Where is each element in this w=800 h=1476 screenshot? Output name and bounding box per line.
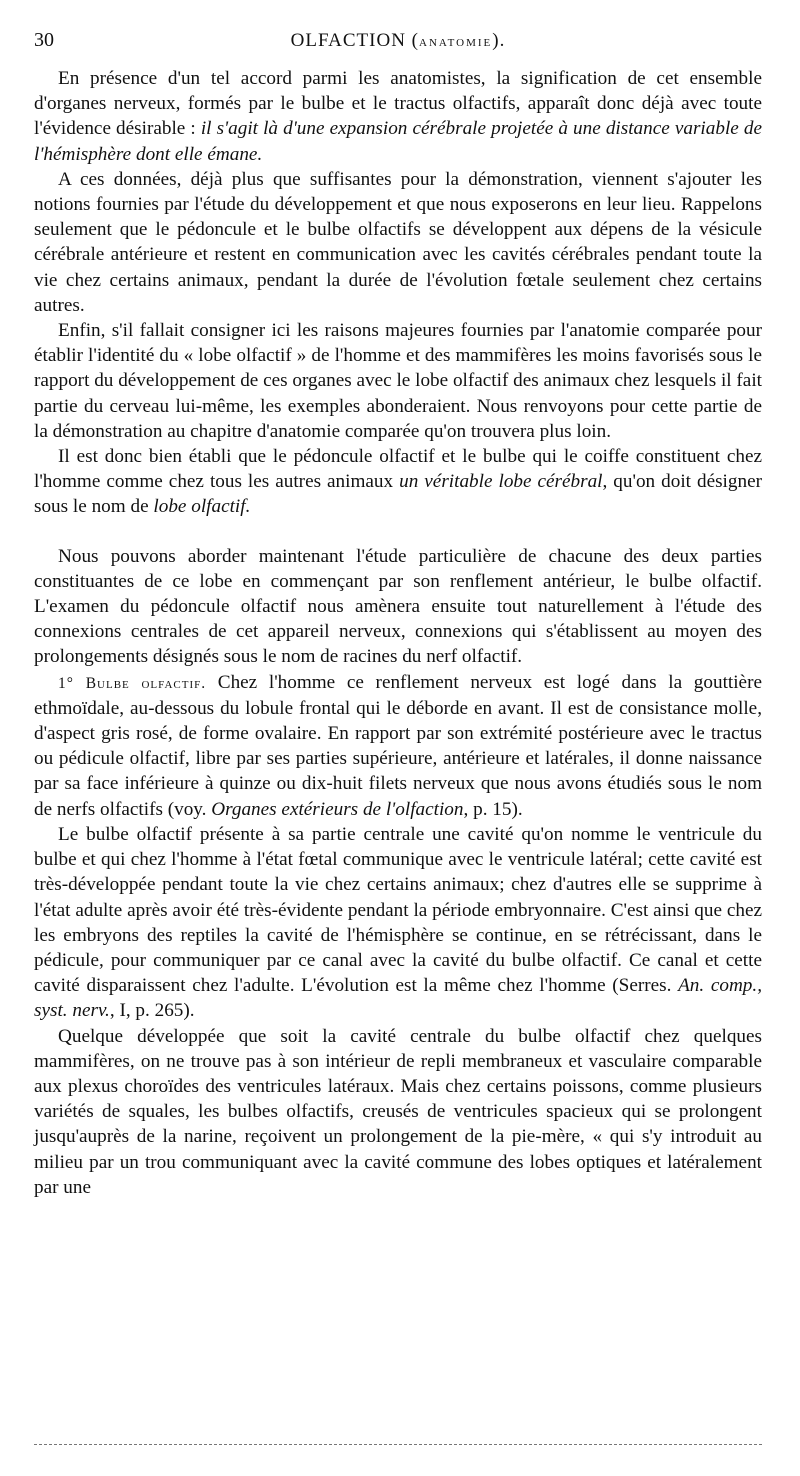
paragraph-4 [34,444,762,520]
paragraph-6-italic: Organes extérieurs de l'olfaction [211,798,464,820]
paragraph-7-text-b: , I, p. 265). [109,1000,195,1022]
paragraph-8: Quelque développée que soit la cavité centrale du bulbe olfactif chez quelques mammifères, on ne trouve pas à son intérieur de repli membraneux et vasculaire comparable aux plexus choroïdes des ventricules latéraux. Mais chez certains poissons, comme plusieurs variétés de squales, les bulbes olfactifs, creusés de ventricules spacieux qui se prolongent jusqu'auprès de la narine, reçoivent un prolongement de la pie-mère, « qui s'y introduit au milieu par un trou communiquant avec la cavité commune des lobes optiques et latéralement par une [34,1025,762,1198]
running-title-sub: ANATOMIE [419,37,493,49]
paragraph-3: Enfin, s'il fallait consigner ici les raisons majeures fournies par l'anatomie comparée pour établir l'identité du « lobe olfactif » de l'homme et des mammifères les moins favorisés sous le rapport du développement de ces organes avec le lobe olfactif des animaux chez lesquels il fait partie du cerveau lui-même, les exemples abonderaient. Nous renvoyons pour cette partie de la démonstration au chapitre d'anatomie comparée qu'on trouvera plus loin. [34,320,762,442]
paragraph-7-italic: An. comp., syst. nerv. [34,975,762,1022]
footer-rule [34,1444,762,1445]
paragraph-4-italic-b: lobe olfactif. [153,496,251,518]
paragraph-4-text-a: Il est donc bien établi que le pédoncule olfactif et le bulbe qui le coiffe constituent chez l'homme comme chez tous les autres animaux [34,446,762,493]
paragraph-7-text-a: Le bulbe olfactif présente à sa partie centrale une cavité qu'on nomme le ventricule du bulbe et qui chez l'homme à l'état fœtal communique avec le ventricule latéral; cette cavité est très-développée pendant toute la vie chez certains animaux; chez d'autres elle se supprime à l'état adulte après avoir été très-évidente pendant la période embryonnaire. C'est ainsi que chez les embryons des reptiles la cavité de l'hémisphère se continue, en se rétrécissant, dans le pédicule, pour communiquer par ce canal avec la cavité du bulbe olfactif. Ce canal et cette cavité disparaissent chez l'adulte. L'évolution est la même chez l'homme (Serres. [34,823,762,997]
paragraph-6-text-a: Chez l'homme ce renflement nerveux est logé dans la gouttière ethmoïdale, au-dessous du lobule frontal qui le déborde en avant. Il est de consistance molle, d'aspect gris rosé, de forme ovalaire. En rapport par son extrémité postérieure avec le tractus ou pédicule olfactif, libre par ses parties supérieure, antérieure et latérales, il donne naissance par sa face inférieure à quinze ou dix-huit filets nerveux que nous avons étudiés sous le nom de nerfs olfactifs (voy. [34,671,762,820]
paragraph-5: Nous pouvons aborder maintenant l'étude particulière de chacune des deux parties constituantes de ce lobe en commençant par son renflement antérieur, le bulbe olfactif. L'examen du pédoncule olfactif nous amènera ensuite tout naturellement à l'étude des connexions centrales de cet appareil nerveux, connexions qui s'établissent au moyen des prolongements désignés sous le nom de racines du nerf olfactif. [34,545,762,668]
paragraph-4-text-b: , qu'on doit désigner sous le nom de [34,471,762,518]
running-title-main: OLFACTION ( [290,30,419,51]
paragraph-2: A ces données, déjà plus que suffisantes pour la démonstration, viennent s'ajouter les notions fournies par l'étude du développement et que nous exposerons en leur lieu. Rappelons seulement que le pédoncule et le bulbe olfactifs se développent aux dépens de la vésicule cérébrale antérieure et restent en communication avec les cavités cérébrales pendant toute la vie chez certains animaux, pendant la durée de l'évolution fœtale seulement chez certains autres. [34,168,762,316]
paragraph-1-text: En présence d'un tel accord parmi les anatomistes, la signification de cet ensemble d'organes nerveux, formés par le bulbe et le tractus olfactifs, apparaît donc déjà avec toute l'évidence désirable : [34,68,762,140]
section-heading-bulbe-olfactif: 1° Bulbe olfactif. [58,674,207,692]
paragraph-4-italic-a: un véritable lobe cérébral [399,471,603,493]
page-header [34,26,762,56]
paragraph-1-italic: il s'agit là d'une expansion cérébrale projetée à une distance variable de l'hémisphère dont elle émane. [34,118,762,165]
paragraph-1 [34,66,762,167]
paragraph-6 [34,670,762,822]
running-title [34,28,762,56]
paragraph-6-text-b: , p. 15). [463,798,523,820]
page-number: 30 [34,29,54,51]
paragraph-7 [34,822,762,1024]
running-title-end: ). [492,30,506,51]
